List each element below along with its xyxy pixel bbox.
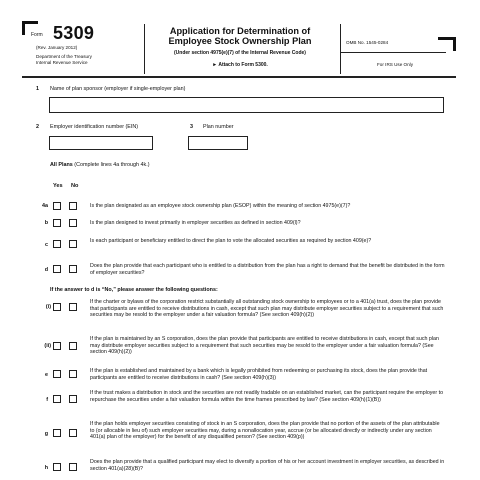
no-column-header: No	[71, 183, 79, 189]
all-plans-note: (Complete lines 4a through 4k.)	[72, 162, 150, 168]
irs-use-only: For IRS Use Only	[377, 62, 413, 67]
yes-checkbox[interactable]	[53, 202, 61, 210]
revision-date: (Rev. January 2012)	[36, 45, 78, 50]
title-line: Application for Determination of	[169, 26, 311, 36]
no-checkbox[interactable]	[69, 342, 77, 350]
yes-checkbox[interactable]	[53, 303, 61, 311]
question-id: b	[44, 220, 48, 226]
form-subtitle: (Under section 4975(e)(7) of the Internal Revenue Code)	[174, 50, 306, 56]
ein-label: Employer identification number (EIN)	[50, 124, 139, 130]
no-checkbox[interactable]	[69, 463, 77, 471]
no-checkbox[interactable]	[69, 429, 77, 437]
question-text: Does the plan provide that each participant who is entitled to a distribution from the plan has a right to demand that the benefit be distributed in the form of employer securities?	[90, 263, 445, 276]
no-checkbox[interactable]	[69, 265, 77, 273]
question-text: If the plan is established and maintained by a bank which is legally prohibited from redeeming or purchasing its stock, does the plan provide that participants are entitled to receive distributions in cash? (See section 409(h)(3))	[90, 368, 428, 381]
yes-checkbox[interactable]	[53, 429, 61, 437]
department-line: Department of the Treasury	[36, 54, 92, 59]
plan-number-label: Plan number	[203, 124, 234, 130]
question-text: Is the plan designed to invest primarily in employer securities as defined in section 409(l)?	[90, 220, 301, 226]
yes-checkbox[interactable]	[53, 370, 61, 378]
yes-checkbox[interactable]	[53, 463, 61, 471]
no-checkbox[interactable]	[69, 303, 77, 311]
header-divider	[144, 24, 145, 74]
omb-number: OMB No. 1545-0284	[346, 40, 389, 45]
conditional-instruction: If the answer to d is “No,” please answer the following questions:	[50, 287, 218, 293]
question-text: If the plan is maintained by an S corporation, does the plan provide that participants are entitled to receive distributions in cash, except that such plan may distribute employer securities subject to a requirement that such securities may be resold to the employer under a fair valuation formula? (See section 409(h)(2))	[90, 336, 439, 355]
corner-mark-left-v	[22, 21, 25, 35]
no-checkbox[interactable]	[69, 395, 77, 403]
question-text: Is the plan designated as an employee stock ownership plan (ESOP) within the meaning of section 4975(e)(7)?	[90, 203, 351, 209]
question-id: f	[46, 397, 48, 403]
question-text: If the trust makes a distribution in stock and the securities are not readily tradable on an established market, can the participant require the employer to repurchase the securities under a fair valuation formula within the time frames prescribed by law? (See section 409(h)(1)(B))	[90, 390, 444, 403]
no-checkbox[interactable]	[69, 370, 77, 378]
ein-field[interactable]	[49, 136, 153, 150]
title-line: Employee Stock Ownership Plan	[168, 35, 312, 46]
department-line: Internal Revenue Service	[36, 59, 88, 65]
question-id: (ii)	[44, 343, 51, 349]
yes-checkbox[interactable]	[53, 219, 61, 227]
yes-column-header: Yes	[53, 183, 63, 189]
question-id: e	[45, 372, 48, 378]
no-checkbox[interactable]	[69, 202, 77, 210]
no-checkbox[interactable]	[69, 219, 77, 227]
form-title	[150, 27, 330, 46]
yes-checkbox[interactable]	[53, 395, 61, 403]
plan-sponsor-field[interactable]	[49, 97, 444, 113]
no-checkbox[interactable]	[69, 240, 77, 248]
header-bottom-rule	[22, 76, 456, 78]
form-number: 5309	[53, 23, 95, 43]
line-3-number: 3	[190, 124, 193, 130]
question-text: If the charter or bylaws of the corporation restrict substantially all outstanding stock ownership to employees or to a 401(a) trust, does the plan provide that participants are entitled to receive distributions in cash, except that such plan may distribute employer securities subject to a requirement that such securities may be resold to the employer under a fair valuation formula? (See section 409(h)(2))	[90, 299, 444, 318]
omb-divider	[340, 52, 446, 53]
corner-mark-right-v	[453, 37, 456, 51]
question-id: h	[44, 465, 48, 471]
plan-number-field[interactable]	[188, 136, 248, 150]
yes-checkbox[interactable]	[53, 265, 61, 273]
line-1-number: 1	[36, 86, 39, 92]
all-plans-bold: All Plans	[50, 162, 73, 168]
question-text: If the plan holds employer securities consisting of stock in an S corporation, does the plan provide that no portion of the assets of the plan attributable to (or allocable in lieu of) such employer securities may, during a nonallocation year, accrue (or be allocated directly or indirectly under any section 401(a) plan of the employer) for the benefit of any disqualified person? (See section 409(p))	[90, 421, 440, 440]
plan-sponsor-label: Name of plan sponsor (employer if single-employer plan)	[50, 86, 186, 92]
form-label: Form	[31, 32, 43, 38]
question-id: 4a	[42, 203, 48, 209]
question-id: c	[45, 242, 48, 248]
attach-instruction: ► Attach to Form 5300.	[212, 62, 268, 68]
line-2-number: 2	[36, 124, 39, 130]
yes-checkbox[interactable]	[53, 240, 61, 248]
all-plans-heading	[50, 162, 150, 168]
question-id: d	[44, 267, 48, 273]
question-id: g	[44, 431, 48, 437]
question-id: (i)	[45, 304, 51, 310]
header-divider	[340, 24, 341, 74]
department	[36, 54, 92, 65]
question-text: Is each participant or beneficiary entitled to direct the plan to vote the allocated securities as required by section 409(e)?	[90, 238, 372, 244]
yes-checkbox[interactable]	[53, 342, 61, 350]
question-text: Does the plan provide that a qualified participant may elect to diversify a portion of his or her account investment in employer securities, as described in section 401(a)(28)(B)?	[90, 459, 445, 472]
